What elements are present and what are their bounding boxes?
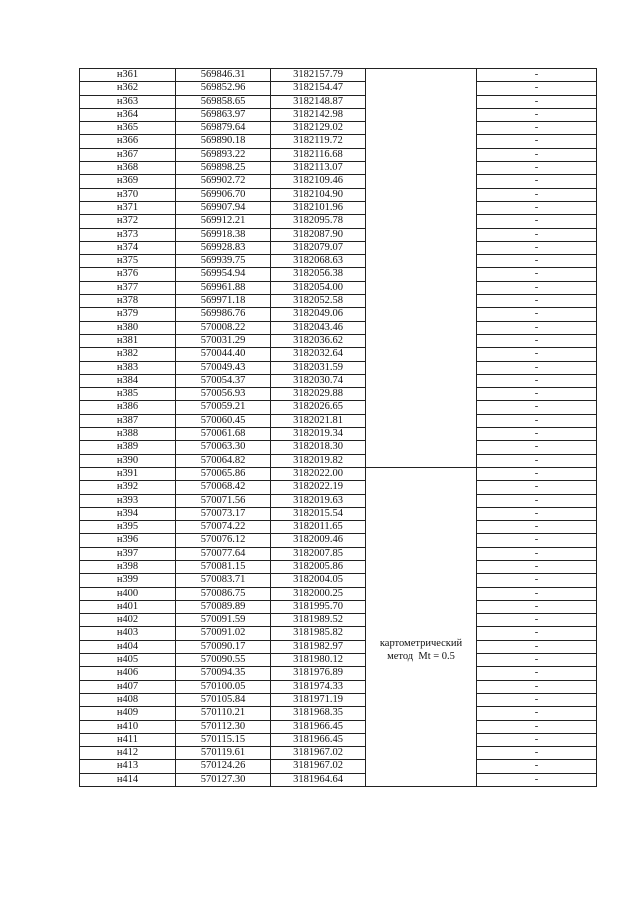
y-coordinate-cell: 3182030.74 [271, 374, 366, 387]
y-coordinate-cell: 3181976.89 [271, 667, 366, 680]
table-row [80, 414, 597, 427]
x-coordinate-cell: 570127.30 [176, 773, 271, 786]
table-row [80, 69, 597, 82]
table-row [80, 574, 597, 587]
x-coordinate-cell: 570100.05 [176, 680, 271, 693]
delta-cell: - [477, 441, 597, 454]
table-row [80, 547, 597, 560]
delta-cell: - [477, 241, 597, 254]
point-name-cell: н370 [80, 188, 176, 201]
delta-cell: - [477, 428, 597, 441]
x-coordinate-cell: 570049.43 [176, 361, 271, 374]
table-row [80, 388, 597, 401]
delta-cell: - [477, 773, 597, 786]
x-coordinate-cell: 570094.35 [176, 667, 271, 680]
y-coordinate-cell: 3182000.25 [271, 587, 366, 600]
y-coordinate-cell: 3182049.06 [271, 308, 366, 321]
delta-cell: - [477, 481, 597, 494]
point-name-cell: н399 [80, 574, 176, 587]
x-coordinate-cell: 570065.86 [176, 467, 271, 480]
x-coordinate-cell: 570008.22 [176, 321, 271, 334]
delta-cell: - [477, 348, 597, 361]
point-name-cell: н414 [80, 773, 176, 786]
point-name-cell: н411 [80, 733, 176, 746]
table-row [80, 627, 597, 640]
y-coordinate-cell: 3182022.19 [271, 481, 366, 494]
delta-cell: - [477, 494, 597, 507]
table-row [80, 241, 597, 254]
x-coordinate-cell: 569912.21 [176, 215, 271, 228]
point-name-cell: н385 [80, 388, 176, 401]
delta-cell: - [477, 707, 597, 720]
x-coordinate-cell: 570074.22 [176, 521, 271, 534]
table-row [80, 693, 597, 706]
point-name-cell: н413 [80, 760, 176, 773]
x-coordinate-cell: 570077.64 [176, 547, 271, 560]
delta-cell: - [477, 654, 597, 667]
delta-cell: - [477, 175, 597, 188]
point-name-cell: н367 [80, 148, 176, 161]
delta-cell: - [477, 454, 597, 467]
point-name-cell: н363 [80, 95, 176, 108]
x-coordinate-cell: 569907.94 [176, 201, 271, 214]
table-row [80, 215, 597, 228]
table-row [80, 614, 597, 627]
y-coordinate-cell: 3182015.54 [271, 507, 366, 520]
y-coordinate-cell: 3181982.97 [271, 640, 366, 653]
delta-cell: - [477, 201, 597, 214]
table-row [80, 82, 597, 95]
delta-cell: - [477, 574, 597, 587]
point-name-cell: н380 [80, 321, 176, 334]
point-name-cell: н387 [80, 414, 176, 427]
table-row [80, 228, 597, 241]
table-row [80, 428, 597, 441]
method-cell-empty [366, 69, 477, 468]
y-coordinate-cell: 3182005.86 [271, 560, 366, 573]
table-row [80, 521, 597, 534]
point-name-cell: н409 [80, 707, 176, 720]
x-coordinate-cell: 569898.25 [176, 162, 271, 175]
point-name-cell: н398 [80, 560, 176, 573]
point-name-cell: н407 [80, 680, 176, 693]
point-name-cell: н397 [80, 547, 176, 560]
delta-cell: - [477, 215, 597, 228]
delta-cell: - [477, 162, 597, 175]
x-coordinate-cell: 570083.71 [176, 574, 271, 587]
y-coordinate-cell: 3181995.70 [271, 600, 366, 613]
method-label: картометрический [379, 637, 463, 649]
table-row [80, 760, 597, 773]
point-name-cell: н408 [80, 693, 176, 706]
delta-cell: - [477, 82, 597, 95]
delta-cell: - [477, 295, 597, 308]
table-row [80, 747, 597, 760]
point-name-cell: н393 [80, 494, 176, 507]
table-row [80, 268, 597, 281]
x-coordinate-cell: 570090.17 [176, 640, 271, 653]
point-name-cell: н366 [80, 135, 176, 148]
point-name-cell: н377 [80, 281, 176, 294]
table-row [80, 361, 597, 374]
y-coordinate-cell: 3182052.58 [271, 295, 366, 308]
x-coordinate-cell: 570060.45 [176, 414, 271, 427]
table-row [80, 707, 597, 720]
point-name-cell: н395 [80, 521, 176, 534]
coordinates-table-body [80, 69, 597, 787]
delta-cell: - [477, 69, 597, 82]
table-row [80, 441, 597, 454]
point-name-cell: н374 [80, 241, 176, 254]
x-coordinate-cell: 570054.37 [176, 374, 271, 387]
table-row [80, 108, 597, 121]
table-row [80, 733, 597, 746]
table-row [80, 587, 597, 600]
table-row [80, 560, 597, 573]
x-coordinate-cell: 570119.61 [176, 747, 271, 760]
y-coordinate-cell: 3182009.46 [271, 534, 366, 547]
point-name-cell: н365 [80, 122, 176, 135]
x-coordinate-cell: 570056.93 [176, 388, 271, 401]
point-name-cell: н372 [80, 215, 176, 228]
table-row [80, 467, 597, 480]
y-coordinate-cell: 3182104.90 [271, 188, 366, 201]
delta-cell: - [477, 361, 597, 374]
x-coordinate-cell: 569954.94 [176, 268, 271, 281]
table-row [80, 680, 597, 693]
x-coordinate-cell: 569971.18 [176, 295, 271, 308]
table-row [80, 507, 597, 520]
point-name-cell: н362 [80, 82, 176, 95]
y-coordinate-cell: 3182079.07 [271, 241, 366, 254]
delta-cell: - [477, 95, 597, 108]
point-name-cell: н401 [80, 600, 176, 613]
delta-cell: - [477, 228, 597, 241]
x-coordinate-cell: 570112.30 [176, 720, 271, 733]
point-name-cell: н392 [80, 481, 176, 494]
delta-cell: - [477, 627, 597, 640]
y-coordinate-cell: 3181967.02 [271, 747, 366, 760]
y-coordinate-cell: 3181989.52 [271, 614, 366, 627]
y-coordinate-cell: 3182113.07 [271, 162, 366, 175]
delta-cell: - [477, 693, 597, 706]
point-name-cell: н391 [80, 467, 176, 480]
y-coordinate-cell: 3181964.64 [271, 773, 366, 786]
table-row [80, 534, 597, 547]
table-row [80, 481, 597, 494]
x-coordinate-cell: 569918.38 [176, 228, 271, 241]
delta-cell: - [477, 614, 597, 627]
delta-cell: - [477, 281, 597, 294]
delta-cell: - [477, 188, 597, 201]
delta-cell: - [477, 507, 597, 520]
x-coordinate-cell: 570076.12 [176, 534, 271, 547]
y-coordinate-cell: 3182022.00 [271, 467, 366, 480]
x-coordinate-cell: 570086.75 [176, 587, 271, 600]
table-row [80, 175, 597, 188]
x-coordinate-cell: 570091.02 [176, 627, 271, 640]
delta-cell: - [477, 308, 597, 321]
point-name-cell: н381 [80, 334, 176, 347]
y-coordinate-cell: 3181966.45 [271, 720, 366, 733]
delta-cell: - [477, 108, 597, 121]
point-name-cell: н389 [80, 441, 176, 454]
delta-cell: - [477, 720, 597, 733]
y-coordinate-cell: 3182019.34 [271, 428, 366, 441]
x-coordinate-cell: 570105.84 [176, 693, 271, 706]
delta-cell: - [477, 600, 597, 613]
point-name-cell: н379 [80, 308, 176, 321]
table-row [80, 321, 597, 334]
point-name-cell: н412 [80, 747, 176, 760]
table-row [80, 494, 597, 507]
point-name-cell: н405 [80, 654, 176, 667]
delta-cell: - [477, 747, 597, 760]
y-coordinate-cell: 3182007.85 [271, 547, 366, 560]
point-name-cell: н390 [80, 454, 176, 467]
delta-cell: - [477, 760, 597, 773]
coordinates-table [79, 68, 597, 787]
y-coordinate-cell: 3181966.45 [271, 733, 366, 746]
x-coordinate-cell: 570071.56 [176, 494, 271, 507]
x-coordinate-cell: 569890.18 [176, 135, 271, 148]
delta-cell: - [477, 467, 597, 480]
table-row [80, 201, 597, 214]
x-coordinate-cell: 569863.97 [176, 108, 271, 121]
x-coordinate-cell: 570073.17 [176, 507, 271, 520]
x-coordinate-cell: 570091.59 [176, 614, 271, 627]
y-coordinate-cell: 3182109.46 [271, 175, 366, 188]
delta-cell: - [477, 733, 597, 746]
table-row [80, 600, 597, 613]
point-name-cell: н373 [80, 228, 176, 241]
table-row [80, 148, 597, 161]
x-coordinate-cell: 569939.75 [176, 255, 271, 268]
y-coordinate-cell: 3181974.33 [271, 680, 366, 693]
y-coordinate-cell: 3182031.59 [271, 361, 366, 374]
delta-cell: - [477, 122, 597, 135]
table-row [80, 334, 597, 347]
point-name-cell: н369 [80, 175, 176, 188]
table-row [80, 348, 597, 361]
delta-cell: - [477, 388, 597, 401]
x-coordinate-cell: 570089.89 [176, 600, 271, 613]
y-coordinate-cell: 3182019.82 [271, 454, 366, 467]
x-coordinate-cell: 570044.40 [176, 348, 271, 361]
delta-cell: - [477, 640, 597, 653]
table-row [80, 255, 597, 268]
table-row [80, 773, 597, 786]
delta-cell: - [477, 560, 597, 573]
point-name-cell: н404 [80, 640, 176, 653]
table-row [80, 162, 597, 175]
delta-cell: - [477, 521, 597, 534]
delta-cell: - [477, 547, 597, 560]
x-coordinate-cell: 569893.22 [176, 148, 271, 161]
x-coordinate-cell: 570110.21 [176, 707, 271, 720]
x-coordinate-cell: 569928.83 [176, 241, 271, 254]
point-name-cell: н386 [80, 401, 176, 414]
y-coordinate-cell: 3182029.88 [271, 388, 366, 401]
y-coordinate-cell: 3182129.02 [271, 122, 366, 135]
y-coordinate-cell: 3182004.05 [271, 574, 366, 587]
x-coordinate-cell: 569961.88 [176, 281, 271, 294]
y-coordinate-cell: 3181980.12 [271, 654, 366, 667]
point-name-cell: н364 [80, 108, 176, 121]
x-coordinate-cell: 569902.72 [176, 175, 271, 188]
point-name-cell: н402 [80, 614, 176, 627]
point-name-cell: н403 [80, 627, 176, 640]
x-coordinate-cell: 569852.96 [176, 82, 271, 95]
y-coordinate-cell: 3182018.30 [271, 441, 366, 454]
y-coordinate-cell: 3181967.02 [271, 760, 366, 773]
table-row [80, 295, 597, 308]
x-coordinate-cell: 570115.15 [176, 733, 271, 746]
y-coordinate-cell: 3182068.63 [271, 255, 366, 268]
y-coordinate-cell: 3182056.38 [271, 268, 366, 281]
delta-cell: - [477, 268, 597, 281]
point-name-cell: н388 [80, 428, 176, 441]
x-coordinate-cell: 570063.30 [176, 441, 271, 454]
point-name-cell: н406 [80, 667, 176, 680]
point-name-cell: н382 [80, 348, 176, 361]
table-row [80, 401, 597, 414]
x-coordinate-cell: 569858.65 [176, 95, 271, 108]
method-cell [366, 467, 477, 786]
table-row [80, 374, 597, 387]
y-coordinate-cell: 3182157.79 [271, 69, 366, 82]
delta-cell: - [477, 414, 597, 427]
y-coordinate-cell: 3182101.96 [271, 201, 366, 214]
x-coordinate-cell: 569986.76 [176, 308, 271, 321]
point-name-cell: н384 [80, 374, 176, 387]
y-coordinate-cell: 3181971.19 [271, 693, 366, 706]
y-coordinate-cell: 3182026.65 [271, 401, 366, 414]
x-coordinate-cell: 570090.55 [176, 654, 271, 667]
delta-cell: - [477, 587, 597, 600]
x-coordinate-cell: 570124.26 [176, 760, 271, 773]
delta-cell: - [477, 334, 597, 347]
y-coordinate-cell: 3182119.72 [271, 135, 366, 148]
y-coordinate-cell: 3181985.82 [271, 627, 366, 640]
point-name-cell: н396 [80, 534, 176, 547]
table-row [80, 135, 597, 148]
x-coordinate-cell: 570064.82 [176, 454, 271, 467]
method-accuracy: метод Mt = 0.5 [387, 650, 455, 662]
point-name-cell: н400 [80, 587, 176, 600]
table-row [80, 122, 597, 135]
table-row [80, 654, 597, 667]
delta-cell: - [477, 148, 597, 161]
y-coordinate-cell: 3182148.87 [271, 95, 366, 108]
x-coordinate-cell: 569879.64 [176, 122, 271, 135]
delta-cell: - [477, 374, 597, 387]
x-coordinate-cell: 569846.31 [176, 69, 271, 82]
y-coordinate-cell: 3182087.90 [271, 228, 366, 241]
point-name-cell: н378 [80, 295, 176, 308]
point-name-cell: н410 [80, 720, 176, 733]
point-name-cell: н394 [80, 507, 176, 520]
delta-cell: - [477, 680, 597, 693]
y-coordinate-cell: 3182142.98 [271, 108, 366, 121]
table-row [80, 308, 597, 321]
delta-cell: - [477, 135, 597, 148]
point-name-cell: н375 [80, 255, 176, 268]
y-coordinate-cell: 3182043.46 [271, 321, 366, 334]
table-row [80, 720, 597, 733]
y-coordinate-cell: 3182019.63 [271, 494, 366, 507]
delta-cell: - [477, 534, 597, 547]
y-coordinate-cell: 3182032.64 [271, 348, 366, 361]
table-row [80, 188, 597, 201]
x-coordinate-cell: 570031.29 [176, 334, 271, 347]
point-name-cell: н376 [80, 268, 176, 281]
table-row [80, 454, 597, 467]
x-coordinate-cell: 569906.70 [176, 188, 271, 201]
y-coordinate-cell: 3182011.65 [271, 521, 366, 534]
x-coordinate-cell: 570061.68 [176, 428, 271, 441]
y-coordinate-cell: 3182095.78 [271, 215, 366, 228]
y-coordinate-cell: 3182054.00 [271, 281, 366, 294]
delta-cell: - [477, 255, 597, 268]
point-name-cell: н368 [80, 162, 176, 175]
delta-cell: - [477, 401, 597, 414]
y-coordinate-cell: 3182154.47 [271, 82, 366, 95]
x-coordinate-cell: 570081.15 [176, 560, 271, 573]
delta-cell: - [477, 667, 597, 680]
x-coordinate-cell: 570068.42 [176, 481, 271, 494]
point-name-cell: н371 [80, 201, 176, 214]
table-row [80, 281, 597, 294]
y-coordinate-cell: 3181968.35 [271, 707, 366, 720]
table-row [80, 667, 597, 680]
y-coordinate-cell: 3182021.81 [271, 414, 366, 427]
y-coordinate-cell: 3182116.68 [271, 148, 366, 161]
table-row [80, 640, 597, 653]
point-name-cell: н383 [80, 361, 176, 374]
delta-cell: - [477, 321, 597, 334]
x-coordinate-cell: 570059.21 [176, 401, 271, 414]
table-row [80, 95, 597, 108]
point-name-cell: н361 [80, 69, 176, 82]
y-coordinate-cell: 3182036.62 [271, 334, 366, 347]
